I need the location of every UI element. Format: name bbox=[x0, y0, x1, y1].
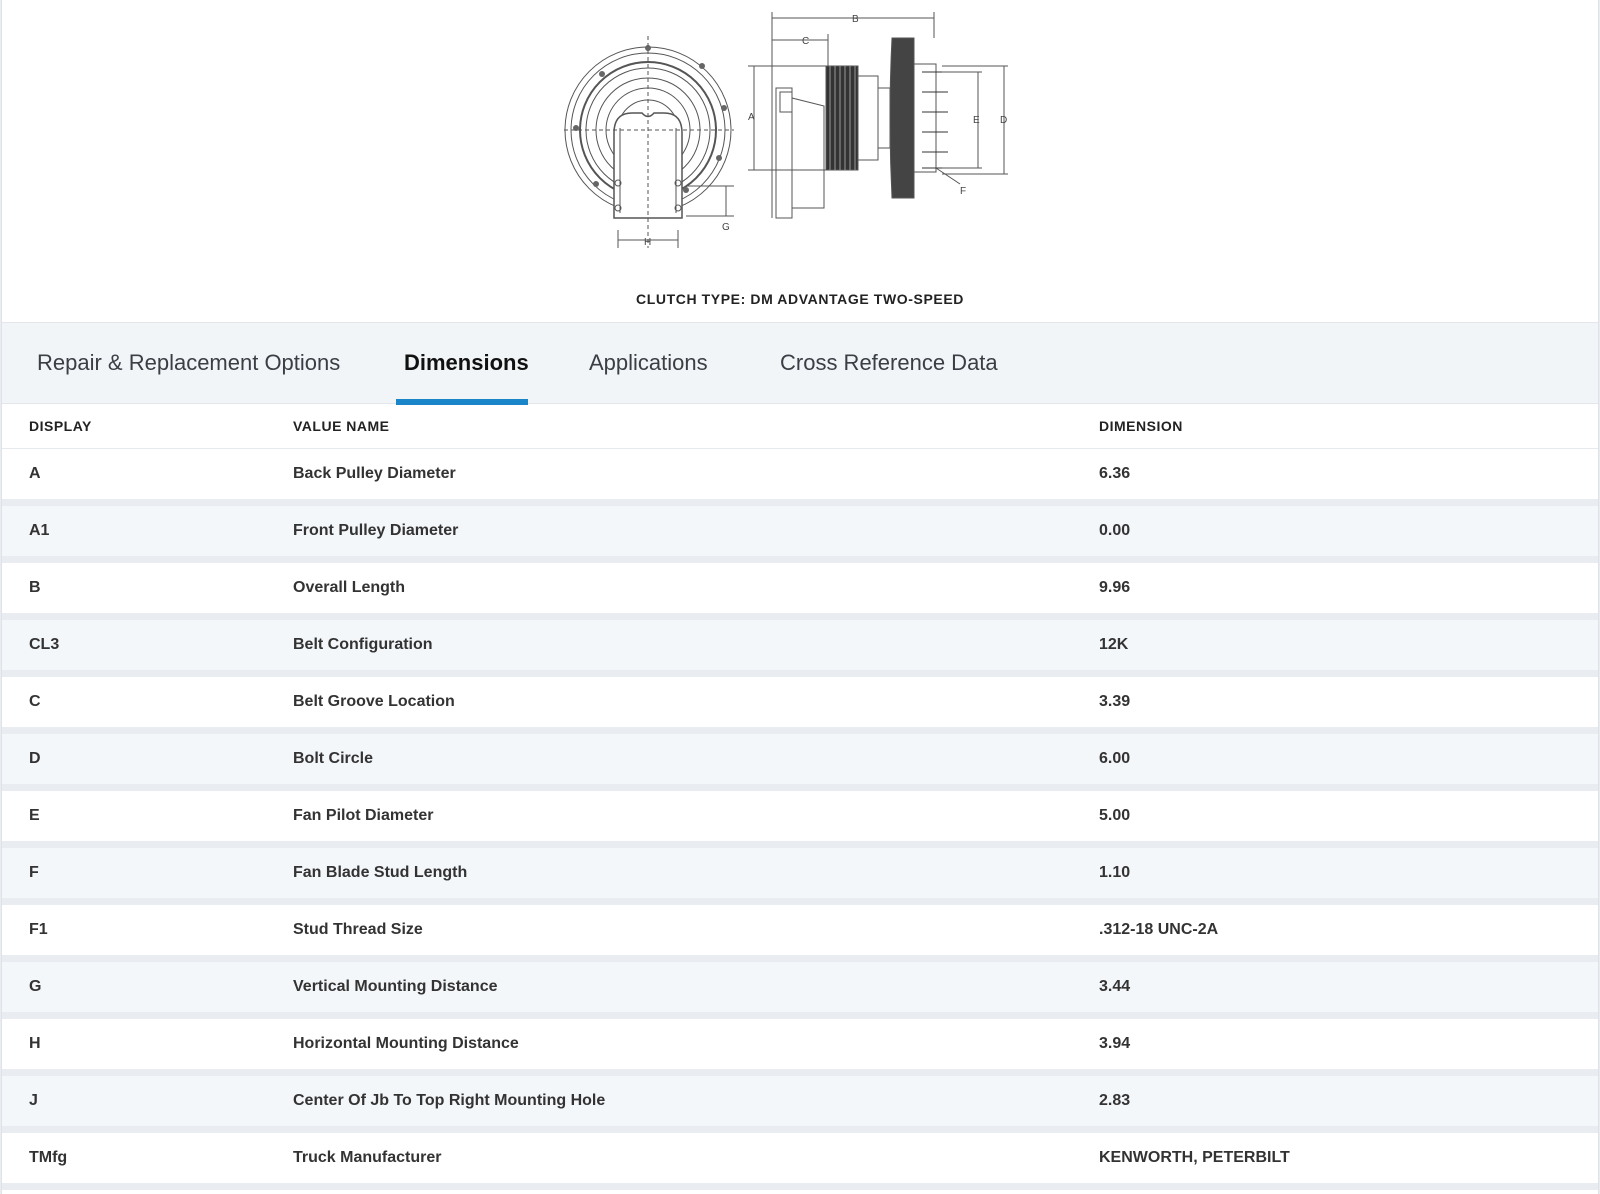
display-cell: J bbox=[2, 1076, 293, 1133]
column-header-value-name: VALUE NAME bbox=[293, 404, 1099, 449]
value-name-cell: Center Of Jb To Top Right Mounting Hole bbox=[293, 1076, 1099, 1133]
table-row bbox=[2, 506, 1598, 563]
column-header-dimension: DIMENSION bbox=[1099, 404, 1598, 449]
display-cell: TMfg bbox=[2, 1133, 293, 1190]
table-row bbox=[2, 848, 1598, 905]
dimension-cell: 2.83 bbox=[1099, 1076, 1598, 1133]
display-cell: G bbox=[2, 962, 293, 1019]
dimension-cell: .312-18 UNC-2A bbox=[1099, 905, 1598, 962]
table-row bbox=[2, 449, 1598, 506]
value-name-cell: Vertical Mounting Distance bbox=[293, 962, 1099, 1019]
value-name-cell: Belt Configuration bbox=[293, 620, 1099, 677]
table-row bbox=[2, 677, 1598, 734]
value-name-cell: Overall Length bbox=[293, 563, 1099, 620]
display-cell: C bbox=[2, 677, 293, 734]
dimension-cell: 3.44 bbox=[1099, 962, 1598, 1019]
display-cell: D bbox=[2, 734, 293, 791]
value-name-cell: Bolt Circle bbox=[293, 734, 1099, 791]
table-row bbox=[2, 734, 1598, 791]
value-name-cell: Stud Thread Size bbox=[293, 905, 1099, 962]
table-row bbox=[2, 905, 1598, 962]
display-cell: A bbox=[2, 449, 293, 506]
dimension-cell: 6.00 bbox=[1099, 734, 1598, 791]
front-view bbox=[564, 36, 734, 248]
tab-cross-reference-data[interactable]: Cross Reference Data bbox=[780, 350, 998, 375]
side-view bbox=[748, 12, 1008, 218]
dimension-cell: 1.10 bbox=[1099, 848, 1598, 905]
display-cell: CL3 bbox=[2, 620, 293, 677]
table-row bbox=[2, 563, 1598, 620]
svg-text:H: H bbox=[644, 237, 652, 248]
display-cell: F bbox=[2, 848, 293, 905]
product-panel bbox=[1, 0, 1599, 1194]
svg-text:A: A bbox=[748, 112, 755, 123]
dimension-cell: 6.36 bbox=[1099, 449, 1598, 506]
tab-bar bbox=[2, 322, 1598, 404]
display-cell: B bbox=[2, 563, 293, 620]
active-tab-indicator bbox=[396, 399, 528, 405]
table-row bbox=[2, 1076, 1598, 1133]
tab-applications[interactable]: Applications bbox=[589, 350, 708, 375]
value-name-cell: Fan Blade Stud Length bbox=[293, 848, 1099, 905]
svg-text:B: B bbox=[852, 14, 859, 25]
table-row bbox=[2, 1133, 1598, 1190]
display-cell: E bbox=[2, 791, 293, 848]
svg-text:E: E bbox=[973, 115, 980, 126]
value-name-cell: Fan Pilot Diameter bbox=[293, 791, 1099, 848]
dimension-cell: 5.00 bbox=[1099, 791, 1598, 848]
dimension-cell: 3.94 bbox=[1099, 1019, 1598, 1076]
display-cell: A1 bbox=[2, 506, 293, 563]
svg-text:G: G bbox=[722, 222, 730, 233]
dimension-cell: 3.39 bbox=[1099, 677, 1598, 734]
value-name-cell: Belt Groove Location bbox=[293, 677, 1099, 734]
svg-text:D: D bbox=[1000, 115, 1008, 126]
display-cell: F1 bbox=[2, 905, 293, 962]
table-row bbox=[2, 962, 1598, 1019]
svg-text:F: F bbox=[960, 186, 967, 197]
clutch-technical-drawing bbox=[562, 8, 1042, 260]
table-row bbox=[2, 620, 1598, 677]
value-name-cell: Back Pulley Diameter bbox=[293, 449, 1099, 506]
dimension-cell: 0.00 bbox=[1099, 506, 1598, 563]
value-name-cell: Horizontal Mounting Distance bbox=[293, 1019, 1099, 1076]
display-cell: H bbox=[2, 1019, 293, 1076]
tab-repair-replacement-options[interactable]: Repair & Replacement Options bbox=[37, 350, 341, 375]
table-header-row bbox=[2, 404, 1598, 449]
table-row bbox=[2, 1019, 1598, 1076]
value-name-cell: Front Pulley Diameter bbox=[293, 506, 1099, 563]
dimension-cell: KENWORTH, PETERBILT bbox=[1099, 1133, 1598, 1190]
clutch-type-caption: CLUTCH TYPE: DM ADVANTAGE TWO-SPEED bbox=[636, 291, 964, 307]
svg-text:C: C bbox=[802, 36, 810, 47]
value-name-cell: Truck Manufacturer bbox=[293, 1133, 1099, 1190]
dimension-cell: 12K bbox=[1099, 620, 1598, 677]
dimension-cell: 9.96 bbox=[1099, 563, 1598, 620]
tab-dimensions[interactable]: Dimensions bbox=[404, 350, 529, 375]
figure-area bbox=[2, 0, 1598, 322]
dimensions-table bbox=[2, 404, 1598, 1190]
table-row bbox=[2, 791, 1598, 848]
column-header-display: DISPLAY bbox=[2, 404, 293, 449]
